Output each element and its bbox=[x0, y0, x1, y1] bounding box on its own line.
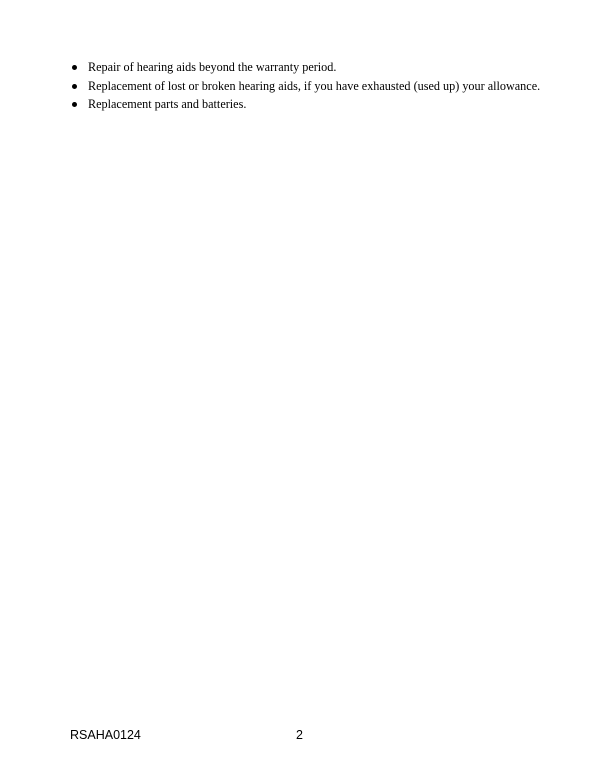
bullet-text-repair: Repair of hearing aids beyond the warranty period. bbox=[88, 60, 337, 74]
footer-page-number: 2 bbox=[296, 728, 303, 742]
bullet-icon bbox=[72, 102, 77, 107]
footer-document-code: RSAHA0124 bbox=[70, 728, 141, 742]
bullet-list bbox=[70, 58, 540, 114]
bullet-text-parts: Replacement parts and batteries. bbox=[88, 97, 247, 111]
bullet-icon bbox=[72, 65, 77, 70]
bullet-item-replacement bbox=[70, 77, 540, 96]
bullet-item-repair bbox=[70, 58, 540, 77]
bullet-icon bbox=[72, 84, 77, 89]
bullet-item-parts bbox=[70, 95, 540, 114]
bullet-text-replacement: Replacement of lost or broken hearing aids, if you have exhausted (used up) your allowance. bbox=[88, 78, 541, 93]
